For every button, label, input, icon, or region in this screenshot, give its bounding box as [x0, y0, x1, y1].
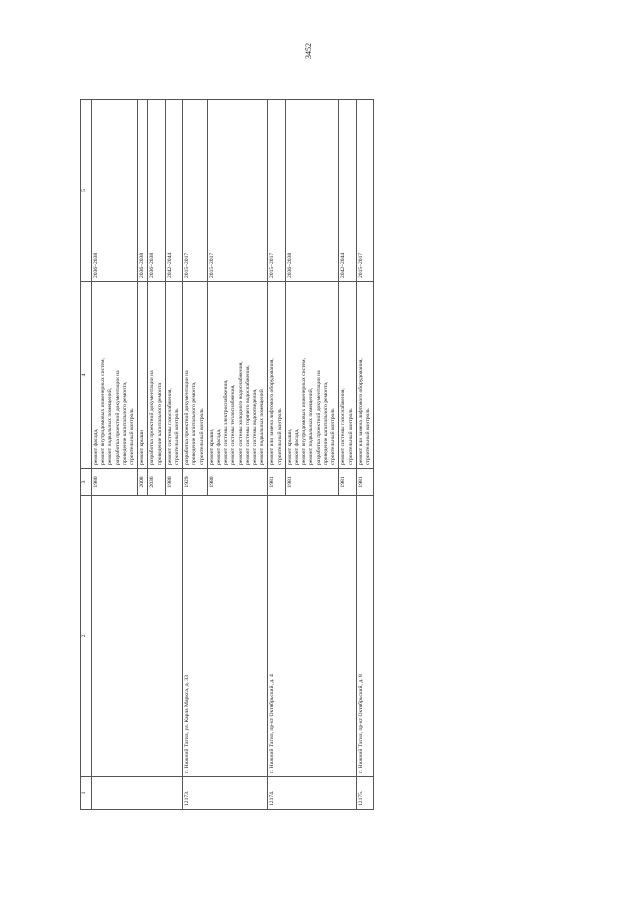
work-item: ремонт системы газоснабжения, [166, 388, 173, 465]
table-row [268, 100, 285, 810]
year-cell: 1981 [285, 469, 338, 496]
period-cell: 2015–2017 [268, 100, 285, 282]
work-item: ремонт фасада, [216, 428, 223, 465]
work-item: ремонт крыши, [208, 428, 215, 465]
period-cell: 2015–2017 [207, 100, 268, 282]
work-item: ремонт крыши, [286, 428, 293, 465]
row-number: 12173. [183, 777, 268, 810]
table-row [92, 100, 138, 810]
work-item: строительный контроль [129, 408, 136, 465]
capital-repair-table [80, 99, 374, 810]
year-cell: 1929 [183, 469, 208, 496]
year-cell: 1981 [339, 469, 356, 496]
work-item: ремонт системы электроснабжения, [223, 379, 230, 465]
row-number: 12175. [356, 777, 373, 810]
work-item: ремонт или замена лифтового оборудования, [357, 358, 364, 465]
work-item: строительный контроль [347, 408, 354, 465]
work-item: ремонт системы водоотведения, [252, 388, 259, 465]
table-row [356, 100, 373, 810]
work-item: ремонт фасада, [294, 428, 301, 465]
works-cell [138, 282, 148, 469]
works-cell [92, 282, 138, 469]
work-item: проведение капитального ремонта, [191, 381, 198, 465]
work-item: ремонт подвальных помещений, [107, 387, 114, 465]
address-cell: г. Нижний Тагил, пр-кт Октябрьский, д. 8 [356, 496, 373, 777]
work-item: строительный контроль [364, 408, 371, 465]
work-item: ремонт фасада, [93, 428, 99, 465]
work-item: проведение капитального ремонта, [121, 381, 128, 465]
address-cell [92, 496, 183, 777]
year-cell: 2008 [138, 469, 148, 496]
year-cell: 1980 [165, 469, 182, 496]
work-item: ремонт или замена лифтового оборудования, [269, 358, 276, 465]
work-item: ремонт внутридомовых инженерных систем, [301, 358, 308, 465]
year-cell: 1980 [92, 469, 138, 496]
period-cell: 2036–2038 [148, 100, 165, 282]
table-rotator [80, 105, 560, 810]
work-item: разработка проектной документации на [184, 370, 191, 465]
year-cell: 1981 [356, 469, 373, 496]
header-col-3: 3 [81, 469, 92, 496]
work-item: ремонт системы горячего водоснабжения, [244, 365, 251, 465]
row-number [92, 777, 183, 810]
works-cell [207, 282, 268, 469]
period-cell: 2015–2017 [356, 100, 373, 282]
page-number: 3452 [304, 43, 313, 59]
year-cell: 2036 [148, 469, 165, 496]
header-col-4: 4 [81, 282, 92, 469]
header-col-1: 1 [81, 777, 92, 810]
work-item: строительный контроль [330, 408, 337, 465]
header-col-2: 2 [81, 496, 92, 777]
work-item: ремонт внутридомовых инженерных систем, [100, 358, 107, 465]
row-number: 12174. [268, 777, 356, 810]
rotated-sheet [80, 105, 560, 810]
works-cell [285, 282, 338, 469]
header-col-5: 5 [81, 100, 92, 282]
table-row [183, 100, 208, 810]
work-item: строительный контроль [198, 408, 205, 465]
year-cell: 1981 [268, 469, 285, 496]
work-item: ремонт системы холодного водоснабжения, [237, 361, 244, 465]
address-cell: г. Нижний Тагил, ул. Карла Маркса, д. 33 [183, 496, 268, 777]
work-item: ремонт системы газоснабжения, [340, 388, 347, 465]
period-cell: 2015–2017 [183, 100, 208, 282]
period-cell: 2042–2044 [339, 100, 356, 282]
works-cell [165, 282, 182, 469]
work-item: строительный контроль [276, 408, 283, 465]
work-item: проведение капитального ремонта [156, 383, 163, 465]
work-item: ремонт подвальных помещений, [308, 387, 315, 465]
address-cell: г. Нижний Тагил, пр-кт Октябрьский, д. 4 [268, 496, 356, 777]
works-cell [183, 282, 208, 469]
works-cell [268, 282, 285, 469]
work-item: строительный контроль [174, 408, 181, 465]
year-cell: 1980 [207, 469, 268, 496]
work-item: разработка проектной документации на [149, 370, 156, 465]
work-item: ремонт системы теплоснабжения, [230, 384, 237, 465]
works-cell [148, 282, 165, 469]
works-cell [339, 282, 356, 469]
work-item: ремонт подвальных помещений [259, 389, 266, 465]
period-cell: 2036–2038 [92, 100, 138, 282]
work-item: проведение капитального ремонта, [322, 381, 329, 465]
period-cell: 2036–2038 [285, 100, 338, 282]
work-item: ремонт крыши [139, 429, 146, 465]
period-cell: 2042–2044 [165, 100, 182, 282]
table-body [92, 100, 374, 810]
header-row [81, 100, 92, 810]
work-item: разработка проектной документации на [114, 370, 121, 465]
period-cell: 2036–2038 [138, 100, 148, 282]
works-cell [356, 282, 373, 469]
work-item: разработка проектной документации на [315, 370, 322, 465]
